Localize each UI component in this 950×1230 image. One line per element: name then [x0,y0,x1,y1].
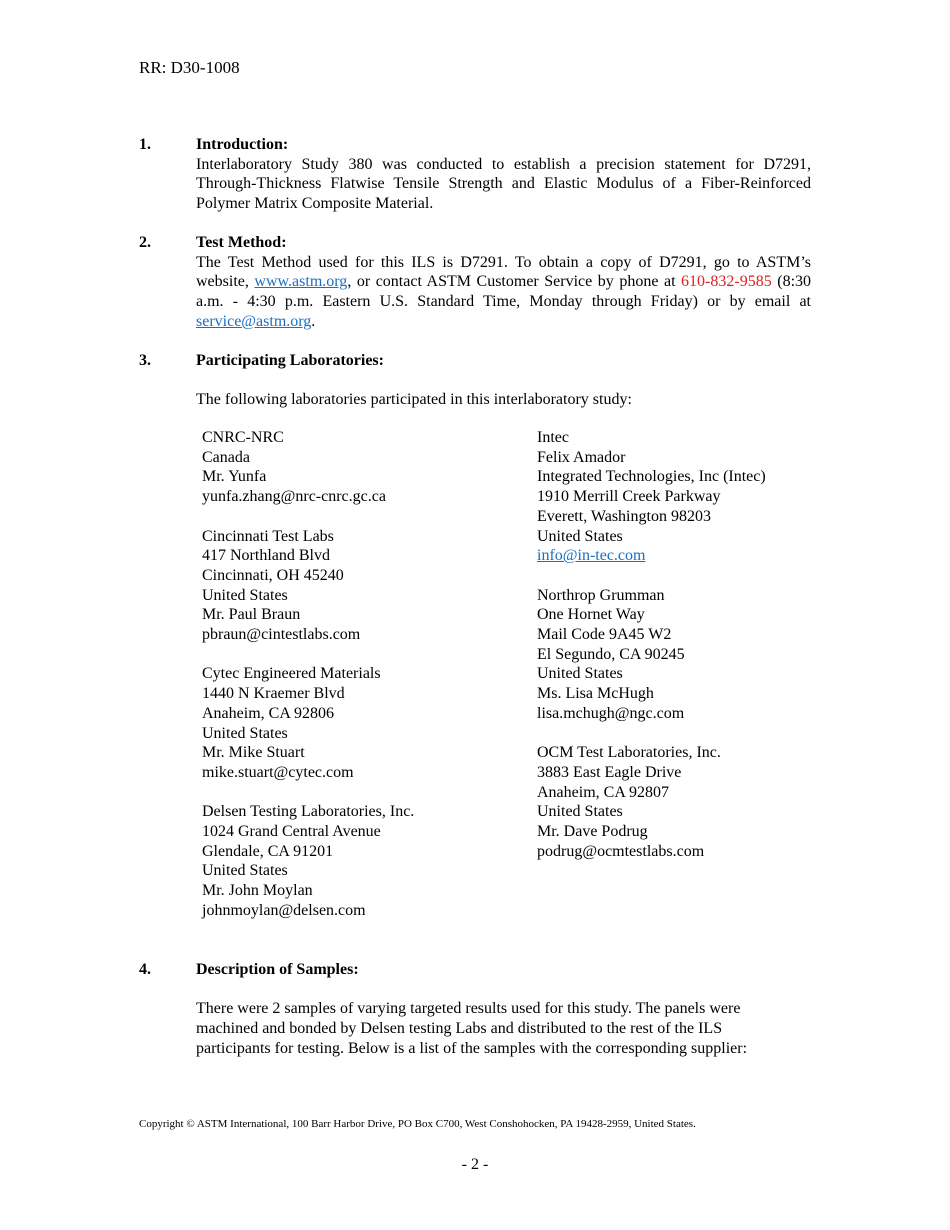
lab-line: United States [537,527,623,545]
lab-line: United States [202,724,288,742]
lab-line: CNRC-NRC [202,429,284,446]
phone-number: 610-832-9585 [681,273,772,291]
laboratory-entry [202,802,522,920]
section-introduction [139,135,811,214]
intec-email-link[interactable]: info@in-tec.com [537,547,646,565]
lab-line: 1440 N Kraemer Blvd [202,685,345,703]
page-number: - 2 - [461,1156,489,1173]
laboratory-entry [202,428,522,507]
laboratory-entry [202,527,522,645]
lab-line: pbraun@cintestlabs.com [202,626,361,644]
section-title: Introduction: [196,136,289,153]
lab-line: Mr. Dave Podrug [537,823,648,841]
lab-line: lisa.mchugh@ngc.com [537,704,685,722]
section-description-of-samples [139,960,811,1059]
section-number: 2. [139,234,151,251]
section-participating-laboratories [139,351,811,410]
lab-line: Felix Amador [537,448,626,466]
lab-line: Cincinnati, OH 45240 [202,566,344,584]
laboratory-column-right [537,428,837,881]
body-text: . [311,312,316,330]
section-title: Description of Samples: [196,961,359,978]
lab-line: Cincinnati Test Labs [202,527,334,545]
section-number: 3. [139,352,151,369]
lab-line: 1024 Grand Central Avenue [202,823,381,841]
body-text: , or contact ASTM Customer Service by phone at [347,273,682,291]
section-number: 4. [139,961,151,978]
lab-line: United States [537,803,623,821]
lab-line: Everett, Washington 98203 [537,507,711,525]
report-code: RR: D30-1008 [139,58,240,77]
lab-line: United States [202,586,288,604]
astm-website-link[interactable]: www.astm.org [254,273,348,291]
lab-line: Glendale, CA 91201 [202,842,334,860]
lab-line: mike.stuart@cytec.com [202,763,354,781]
section-title: Participating Laboratories: [196,352,384,369]
lab-line: Mr. Mike Stuart [202,744,305,762]
lab-line: Anaheim, CA 92806 [202,704,334,722]
lab-line: El Segundo, CA 90245 [537,645,685,663]
lab-line: OCM Test Laboratories, Inc. [537,744,721,762]
lab-line: United States [537,665,623,683]
lab-line: United States [202,862,288,880]
body-text: The Test Method used for this ILS is D7291. To obtain a copy of D7291, go to ASTM’s website, [196,253,811,291]
section-number: 1. [139,136,151,153]
laboratory-entry [537,743,837,861]
service-email-link[interactable]: service@astm.org [196,312,312,330]
section-body: There were 2 samples of varying targeted results used for this study. The panels were machined and bonded by Delsen testing Labs and distributed to the rest of the ILS participants for testing. Below is a list of the samples with the corresponding supplier: [196,1000,748,1057]
lab-line: podrug@ocmtestlabs.com [537,842,705,860]
lab-line: Anaheim, CA 92807 [537,783,669,801]
copyright-footer: Copyright © ASTM International, 100 Barr Harbor Drive, PO Box C700, West Conshohocken, PA 19428-2959, United States. [139,1118,696,1130]
laboratory-entry [202,664,522,782]
section-title: Test Method: [196,234,287,251]
lab-line: Ms. Lisa McHugh [537,685,654,703]
lab-line: johnmoylan@delsen.com [202,901,366,919]
lab-line: 1910 Merrill Creek Parkway [537,488,721,506]
lab-line: Mr. Paul Braun [202,606,301,624]
lab-line: 3883 East Eagle Drive [537,763,682,781]
section-intro: The following laboratories participated in this interlaboratory study: [196,391,632,409]
laboratory-entry [537,428,837,566]
lab-line: 417 Northland Blvd [202,547,330,565]
lab-line: Intec [537,429,569,446]
lab-line: yunfa.zhang@nrc-cnrc.gc.ca [202,488,386,506]
lab-line: Canada [202,448,250,466]
body-text: (8:30 a.m. - 4:30 p.m. Eastern U.S. Standard Time, Monday through Friday) or by email at [196,273,812,311]
lab-line: Mail Code 9A45 W2 [537,626,672,644]
lab-line: Delsen Testing Laboratories, Inc. [202,803,415,821]
lab-line: Mr. John Moylan [202,882,313,900]
lab-line: Northrop Grumman [537,586,665,604]
lab-line: Integrated Technologies, Inc (Intec) [537,468,766,486]
laboratory-entry [537,586,837,724]
lab-line: One Hornet Way [537,606,645,624]
lab-line: Mr. Yunfa [202,468,267,486]
lab-line: Cytec Engineered Materials [202,665,381,683]
section-body [196,253,811,332]
section-test-method [139,233,811,332]
laboratory-column-left [202,428,522,940]
section-body: Interlaboratory Study 380 was conducted to establish a precision statement for D7291, Through-Thickness Flatwise Tensile Strength and Elastic Modulus of a Fiber-Reinforced Polymer Matrix Composite Material. [196,155,811,213]
